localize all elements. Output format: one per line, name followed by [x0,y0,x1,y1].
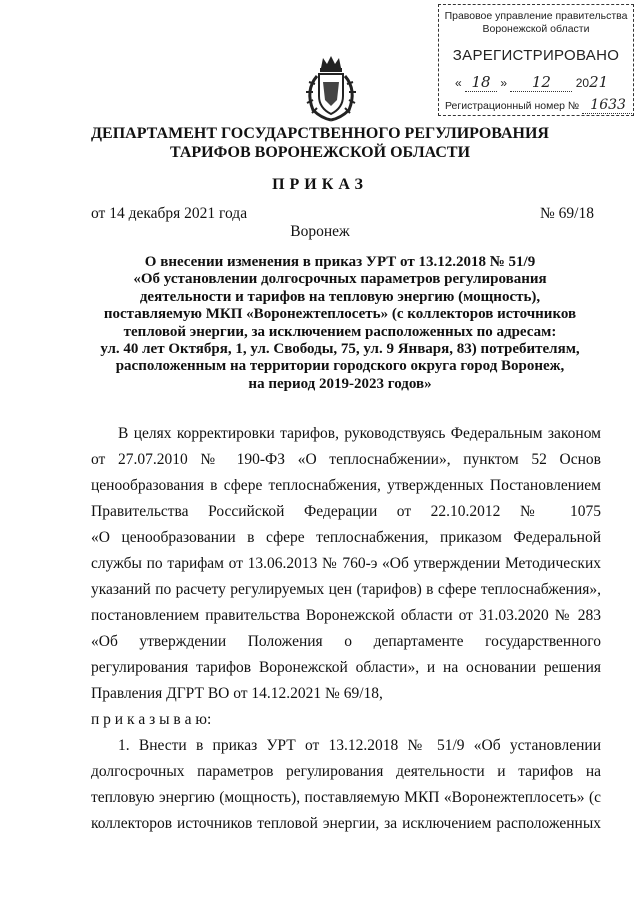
body-line: «Об утверждении Положения о департаменте государственного [91,633,601,650]
stamp-date-open-quote: « [455,76,462,90]
body-line: от 27.07.2010 № 190-ФЗ «О теплоснабжении», пунктом 52 Основ [91,451,601,468]
body-line: постановлением правительства Воронежской области от 31.03.2020 № 283 [91,607,601,624]
order-title [60,254,620,393]
title-line: ул. 40 лет Октября, 1, ул. Свободы, 75, ул. 9 Января, 83) потребителям, [100,341,580,358]
order-date: от 14 декабря 2021 года [91,205,248,222]
body-line-decree: п р и к а з ы в а ю: [91,711,212,728]
department-name-line2: ТАРИФОВ ВОРОНЕЖСКОЙ ОБЛАСТИ [169,144,471,161]
stamp-date-day: 18 [471,73,491,91]
order-city: Воронеж [290,223,350,240]
title-line: тепловой энергии, за исключением расположенных по адресам: [123,323,557,340]
title-line: расположенным на территории городского округа город Воронеж, [115,358,565,375]
stamp-date-month: 12 [531,73,551,91]
stamp-regnum-value: 1633 [590,97,626,113]
coat-of-arms-emblem [301,54,361,124]
body-line: «О ценообразовании в сфере теплоснабжения, приказом Федеральной [91,529,601,546]
order-number: № 69/18 [540,205,594,222]
body-line: Правления ДГРТ ВО от 14.12.2021 № 69/18, [91,685,383,702]
body-line: службы по тарифам от 13.06.2013 № 760-э «Об утверждении Методических [91,555,601,572]
body-line: тепловую энергию (мощность), поставляемую МКП «Воронежтеплосеть» (с [91,789,601,806]
body-line: указаний по расчету регулируемых цен (тарифов) в сфере теплоснабжения», [91,581,601,598]
body-line: Правительства Российской Федерации от 22.10.2012 № 1075 [91,503,601,520]
stamp-registered-label: ЗАРЕГИСТРИРОВАНО [452,47,620,64]
stamp-date-close-quote: » [500,76,508,90]
body-line: 1. Внести в приказ УРТ от 13.12.2018 № 51/9 «Об установлении [118,737,601,754]
stamp-authority-line2: Воронежской области [482,23,590,35]
body-line: регулирования тарифов Воронежской области», и на основании решения [91,659,601,676]
stamp-regnum-label: Регистрационный номер № [445,100,580,112]
body-line: долгосрочных параметров регулирования деятельности и тарифов на [91,763,601,780]
title-line: на период 2019-2023 годов» [248,375,432,392]
stamp-regnum [445,97,634,114]
stamp-date-year-prefix: 20 [575,76,590,90]
title-line: «Об установлении долгосрочных параметров регулирования [133,271,547,288]
registration-stamp [438,4,634,116]
title-line: поставляемую МКП «Воронежтеплосеть» (с коллекторов источников [103,306,577,323]
department-name-line1: ДЕПАРТАМЕНТ ГОСУДАРСТВЕННОГО РЕГУЛИРОВАНИЯ [91,125,549,142]
body-line: коллекторов источников тепловой энергии, за исключением расположенных [91,815,601,832]
body-line: В целях корректировки тарифов, руководствуясь Федеральным законом [118,425,601,442]
stamp-authority-line1: Правовое управление правительства [444,10,628,22]
title-line: О внесении изменения в приказ УРТ от 13.12.2018 № 51/9 [144,254,536,270]
body-line: ценообразования в сфере теплоснабжения, утвержденных Постановлением [91,477,601,494]
document-type: ПРИКАЗ [272,176,368,193]
stamp-date [455,73,608,92]
title-line: деятельности и тарифов на тепловую энергию (мощность), [139,288,541,305]
stamp-date-year: 21 [589,73,609,91]
